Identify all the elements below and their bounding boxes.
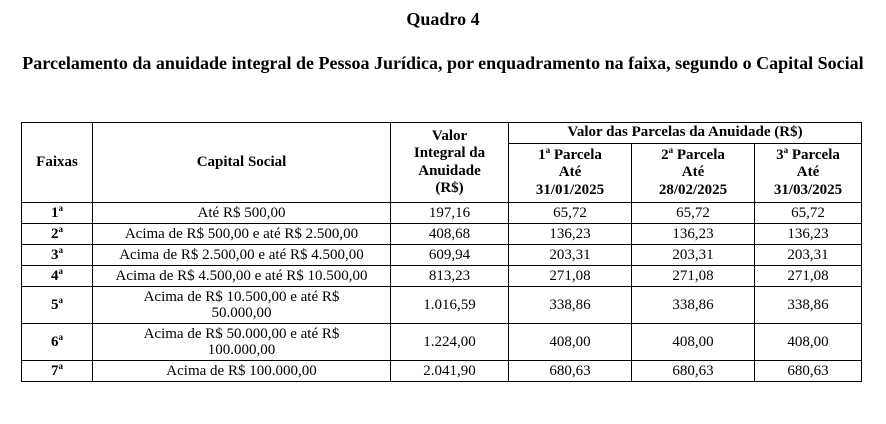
parcela-3-cell: 680,63 [755,361,862,382]
parcela-1-cell: 136,23 [509,224,632,245]
capital-cell [93,287,391,324]
header-valor-integral-line: Integral da [413,145,486,161]
ordinal-sup: a [668,144,674,155]
ordinal-sup: a [783,144,789,155]
parcela-1-cell: 338,86 [509,287,632,324]
integral-cell: 1.224,00 [391,324,509,361]
parcela-3-cell: 136,23 [755,224,862,245]
parcela-2-cell: 338,86 [632,287,755,324]
parcela-1-cell: 680,63 [509,361,632,382]
ordinal-sup: a [58,265,63,276]
header-valor-integral-line: Anuidade [418,162,481,179]
parcela-2-cell: 65,72 [632,203,755,224]
ordinal-sup: a [58,360,63,371]
parcela-ate: Até [796,164,820,181]
parcela-ordinal: 3 [776,146,784,163]
parcela-3-cell: 65,72 [755,203,862,224]
header-capital-social: Capital Social [93,123,391,203]
integral-cell: 1.016,59 [391,287,509,324]
parcela-3-cell: 338,86 [755,287,862,324]
parcela-date: 28/02/2025 [658,181,728,198]
ordinal-sup: a [58,223,63,234]
capital-line: 50.000,00 [211,305,272,321]
ordinal-sup: a [58,244,63,255]
header-parcelas-group: Valor das Parcelas da Anuidade (R$) [509,123,862,144]
parcela-date: 31/03/2025 [773,181,843,198]
capital-cell: Acima de R$ 4.500,00 e até R$ 10.500,00 [93,266,391,287]
faixa-cell [22,324,93,361]
parcela-label: Parcela [676,146,725,163]
parcela-date: 31/01/2025 [535,181,605,198]
faixa-cell [22,361,93,382]
capital-cell [93,324,391,361]
header-faixas: Faixas [22,123,93,203]
parcela-ate: Até [681,164,705,181]
faixa-number: 2 [51,225,59,242]
parcela-ordinal: 2 [661,146,669,163]
header-parcela-1 [509,144,632,203]
parcela-1-cell: 271,08 [509,266,632,287]
capital-line: Acima de R$ 10.500,00 e até R$ [143,289,340,305]
ordinal-sup: a [58,202,63,213]
integral-cell: 813,23 [391,266,509,287]
header-parcela-2 [632,144,755,203]
parcela-3-cell: 271,08 [755,266,862,287]
integral-cell: 609,94 [391,245,509,266]
header-parcela-3 [755,144,862,203]
parcela-3-cell: 408,00 [755,324,862,361]
integral-cell: 2.041,90 [391,361,509,382]
parcela-2-cell: 271,08 [632,266,755,287]
table-subtitle: Parcelamento da anuidade integral de Pessoa Jurídica, por enquadramento na faixa, segundo o Capital Social [22,53,864,73]
table-row [22,287,862,324]
parcela-label: Parcela [553,146,602,163]
header-valor-integral-line: (R$) [435,180,464,196]
parcela-1-cell: 65,72 [509,203,632,224]
faixa-cell [22,245,93,266]
capital-cell: Acima de R$ 500,00 e até R$ 2.500,00 [93,224,391,245]
capital-cell: Acima de R$ 2.500,00 e até R$ 4.500,00 [93,245,391,266]
parcelamento-table [21,122,862,382]
faixa-cell [22,203,93,224]
ordinal-sup: a [545,144,551,155]
parcela-ate: Até [558,164,582,181]
parcela-2-cell: 203,31 [632,245,755,266]
faixa-cell [22,287,93,324]
parcela-2-cell: 136,23 [632,224,755,245]
table-row [22,203,862,224]
table-row [22,224,862,245]
capital-cell: Até R$ 500,00 [93,203,391,224]
integral-cell: 408,68 [391,224,509,245]
faixa-number: 1 [51,204,59,221]
capital-line: Acima de R$ 50.000,00 e até R$ [143,326,340,342]
faixa-number: 5 [51,296,59,313]
quadro-title: Quadro 4 [406,9,480,29]
integral-cell: 197,16 [391,203,509,224]
ordinal-sup: a [58,294,63,305]
faixa-cell [22,266,93,287]
parcela-1-cell: 408,00 [509,324,632,361]
capital-line: 100.000,00 [207,342,276,358]
parcela-label: Parcela [791,146,840,163]
parcela-1-cell: 203,31 [509,245,632,266]
ordinal-sup: a [58,331,63,342]
faixa-number: 6 [51,333,59,350]
faixa-number: 3 [51,246,59,263]
parcela-2-cell: 408,00 [632,324,755,361]
table-row [22,266,862,287]
parcela-2-cell: 680,63 [632,361,755,382]
table-row [22,245,862,266]
parcela-3-cell: 203,31 [755,245,862,266]
faixa-cell [22,224,93,245]
capital-cell: Acima de R$ 100.000,00 [93,361,391,382]
table-row [22,361,862,382]
table-row [22,324,862,361]
header-valor-integral [391,123,509,203]
faixa-number: 4 [51,267,59,284]
header-valor-integral-line: Valor [431,127,468,144]
faixa-number: 7 [51,362,59,379]
parcela-ordinal: 1 [538,146,546,163]
